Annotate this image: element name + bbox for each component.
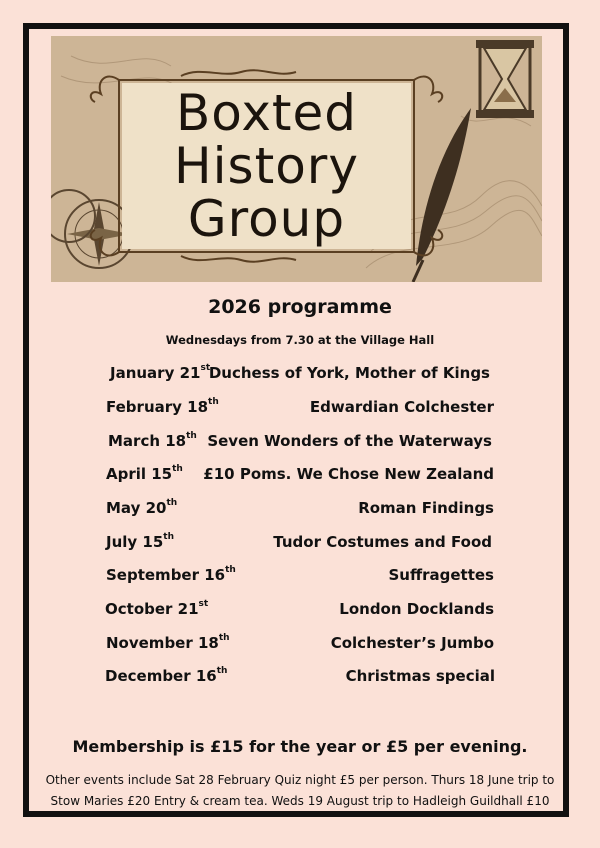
event-date: July 15th <box>106 532 174 551</box>
event-date: April 15th <box>106 464 183 483</box>
event-date: May 20th <box>106 498 178 517</box>
event-row <box>0 465 600 489</box>
title-line-1: Boxted <box>175 84 358 142</box>
other-events-note: Other events include Sat 28 February Quiz night £5 per person. Thurs 18 June trip to Stow Maries £20 Entry & cream tea. Weds 19 August trip to Hadleigh Guildhall £10 <box>45 773 555 808</box>
event-row <box>0 398 600 422</box>
programme-subheading: Wednesdays from 7.30 at the Village Hall <box>165 333 435 347</box>
event-date: October 21st <box>105 599 209 618</box>
event-title: Colchester’s Jumbo <box>330 634 494 652</box>
title-panel <box>122 83 411 249</box>
event-row <box>0 533 600 557</box>
event-title: Duchess of York, Mother of Kings <box>208 364 490 382</box>
event-date: December 16th <box>105 666 228 685</box>
event-row <box>0 600 600 624</box>
event-row <box>0 566 600 590</box>
hourglass-icon <box>476 40 534 118</box>
programme-heading: 2026 programme <box>208 296 392 318</box>
event-title: London Docklands <box>339 600 494 618</box>
event-row <box>0 432 600 456</box>
event-title: Suffragettes <box>388 566 494 584</box>
event-title: Edwardian Colchester <box>309 398 494 416</box>
event-date: March 18th <box>108 431 197 450</box>
event-row <box>0 634 600 658</box>
event-title: £10 Poms. We Chose New Zealand <box>203 465 494 483</box>
title-line-3: Group <box>187 190 346 248</box>
event-date: January 21st <box>110 363 211 382</box>
event-title: Roman Findings <box>358 499 494 517</box>
event-row <box>0 499 600 523</box>
event-date: November 18th <box>106 633 230 652</box>
header-banner <box>51 36 542 282</box>
event-title: Christmas special <box>345 667 495 685</box>
title-line-2: History <box>174 137 359 195</box>
event-title: Seven Wonders of the Waterways <box>207 432 492 450</box>
event-row <box>0 364 600 388</box>
membership-note: Membership is £15 for the year or £5 per evening. <box>72 737 528 756</box>
event-date: September 16th <box>106 565 236 584</box>
event-row <box>0 667 600 691</box>
event-title: Tudor Costumes and Food <box>273 533 492 551</box>
event-date: February 18th <box>106 397 219 416</box>
